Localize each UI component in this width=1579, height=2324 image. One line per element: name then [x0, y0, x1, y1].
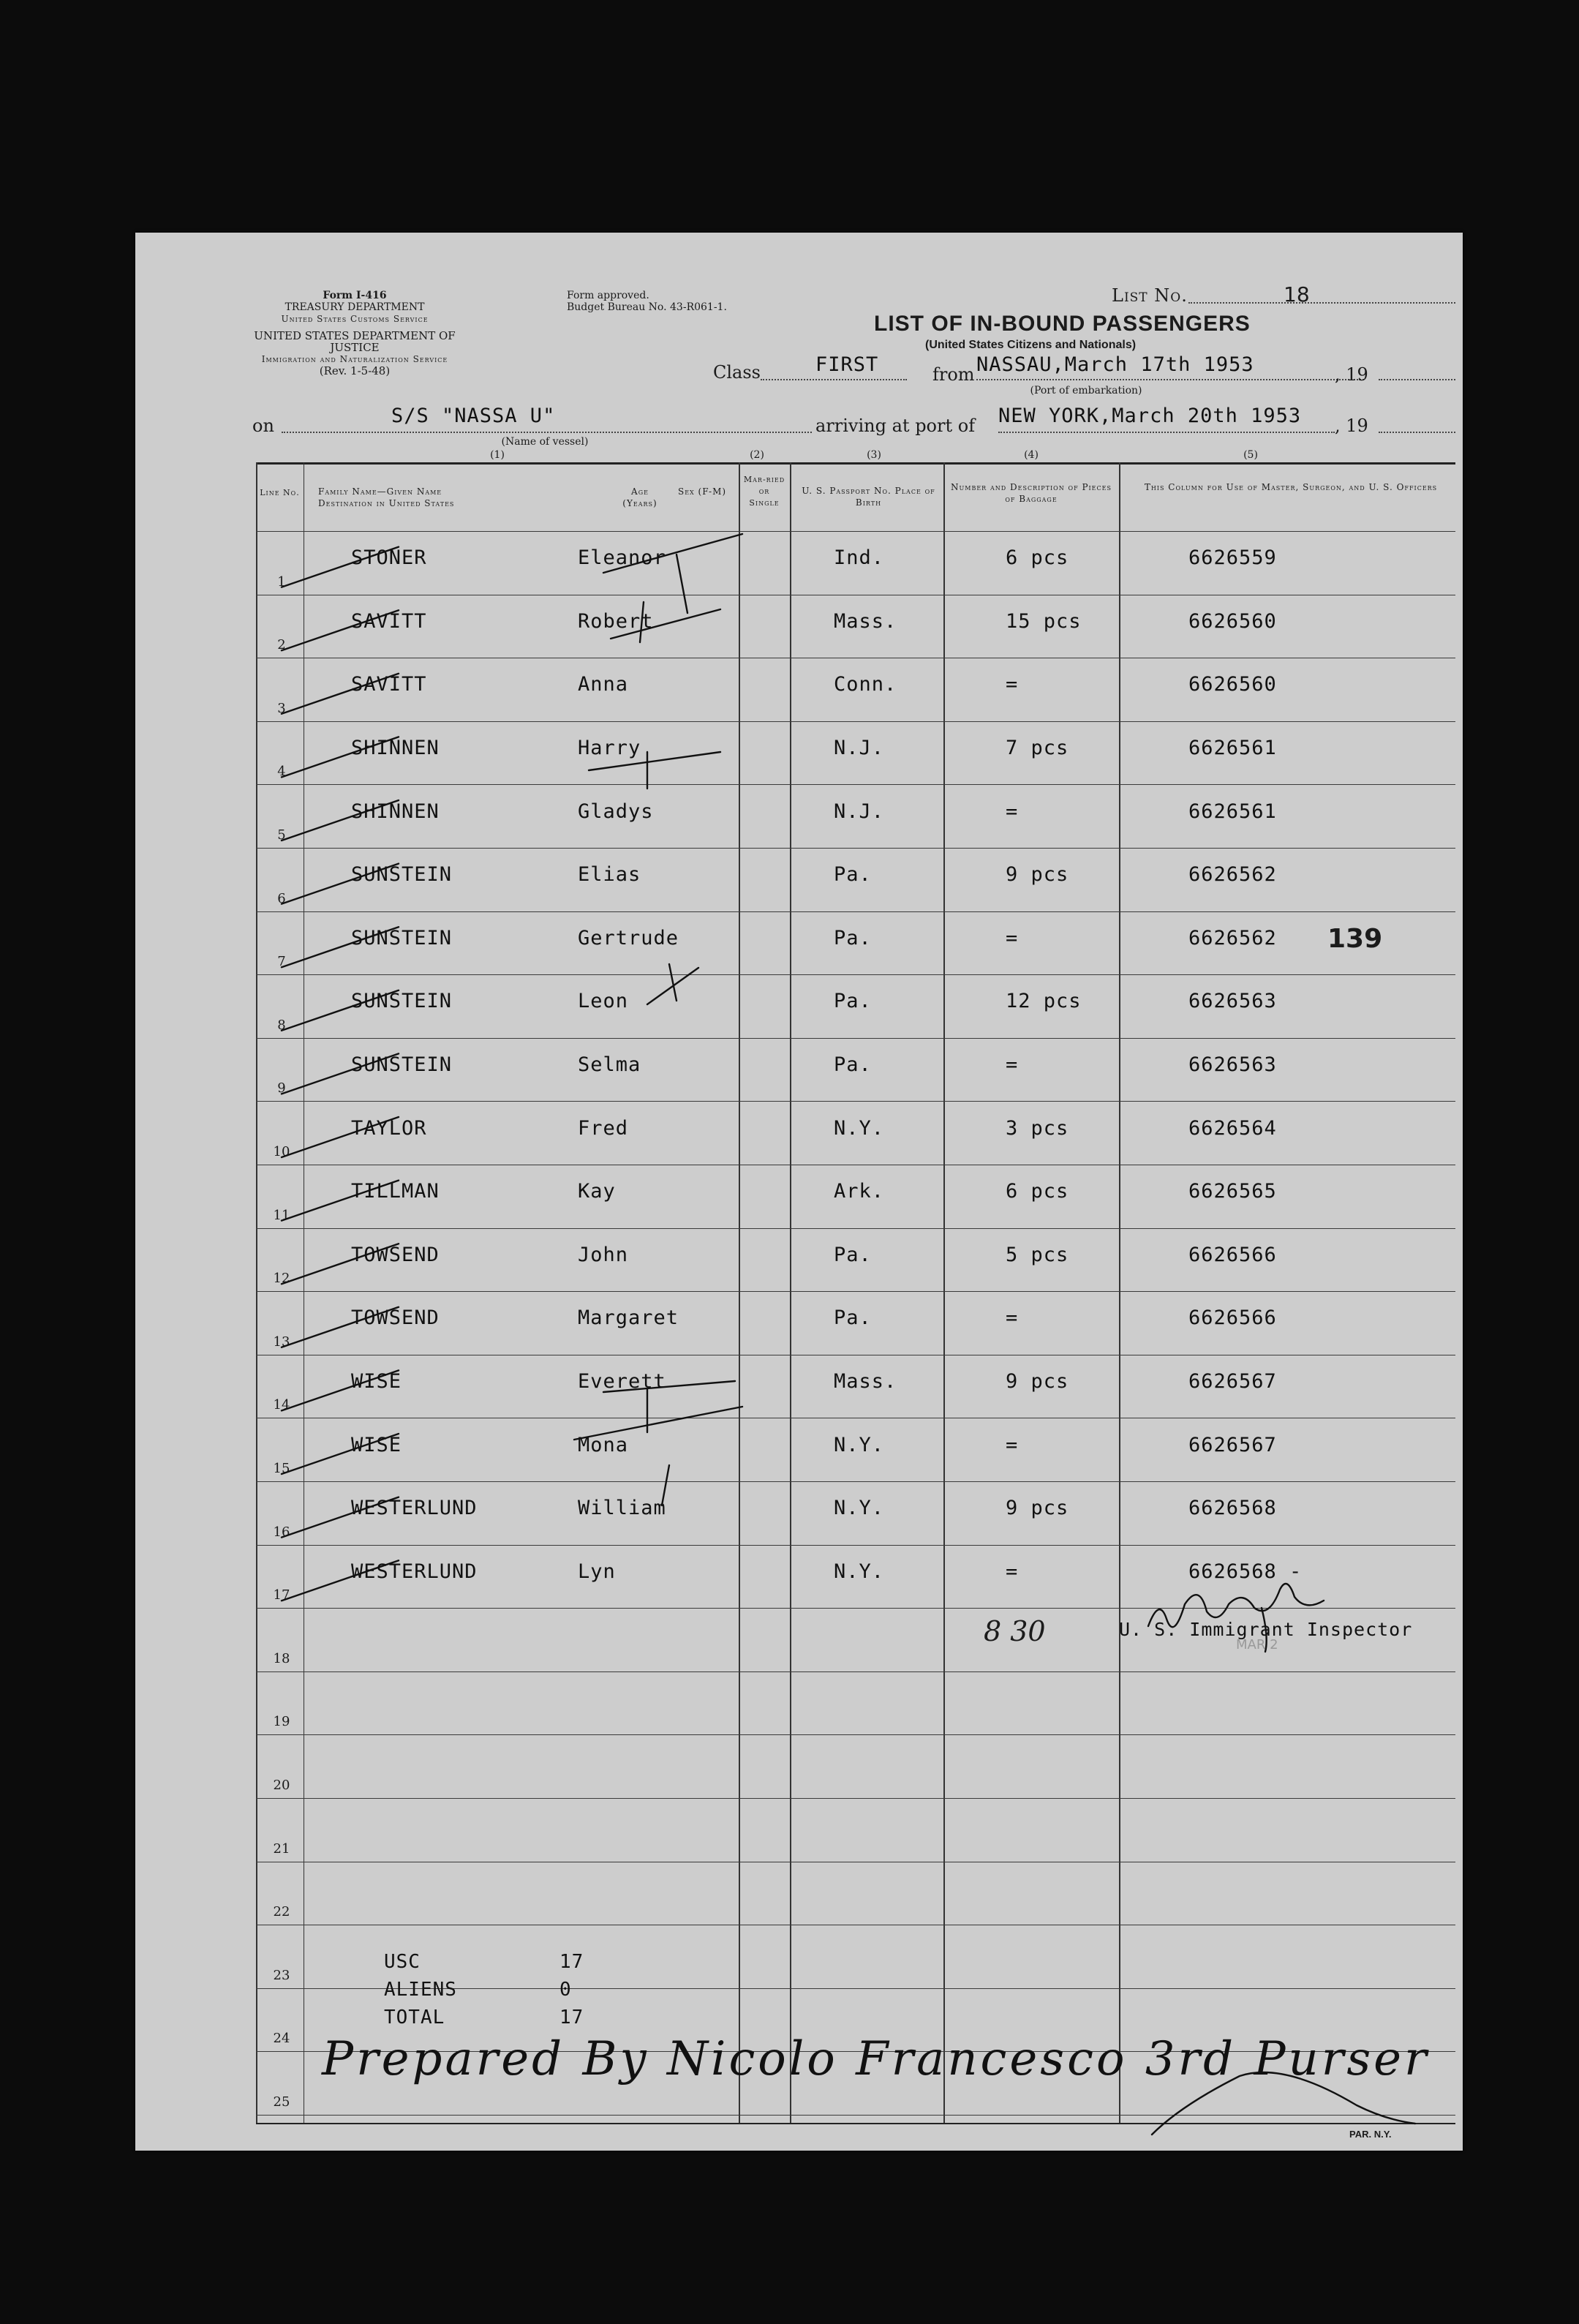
revision-date: (Rev. 1-5-48) — [319, 364, 391, 377]
col-num-5: (5) — [1243, 449, 1258, 461]
col-num-3: (3) — [867, 449, 881, 461]
passport-number: 6626563 — [1188, 1053, 1277, 1077]
given-name: Anna — [578, 673, 629, 696]
baggage: 9 pcs — [1006, 1497, 1069, 1520]
arriving-value: NEW YORK,March 20th 1953 — [998, 405, 1302, 427]
inspector-stamp: MAR 2 — [1236, 1637, 1278, 1652]
baggage: 7 pcs — [1006, 737, 1069, 760]
passport-number: 6626561 — [1188, 800, 1277, 823]
place-of-birth: N.Y. — [834, 1116, 885, 1140]
baggage: = — [1006, 1560, 1019, 1583]
header-sex: Sex (F-M) — [677, 486, 727, 497]
given-name: Leon — [578, 990, 629, 1013]
place-of-birth: Pa. — [834, 1243, 872, 1266]
place-of-birth: N.J. — [834, 737, 885, 760]
total-usc: USC 17 — [384, 1951, 584, 1973]
line-number: 7 — [277, 954, 286, 970]
baggage: = — [1006, 926, 1019, 949]
passenger-manifest-sheet — [135, 233, 1463, 2151]
printer-mark: PAR. N.Y. — [1349, 2129, 1392, 2140]
class-label: Class — [713, 362, 761, 383]
check-mark-icon — [282, 1244, 399, 1284]
baggage: = — [1006, 1053, 1019, 1077]
handwritten-stroke — [589, 752, 720, 770]
margin-page-number: 139 — [1327, 924, 1383, 954]
line-number: 17 — [273, 1587, 290, 1603]
form-title: LIST OF IN-BOUND PASSENGERS — [874, 312, 1251, 336]
passport-number: 6626565 — [1188, 1180, 1277, 1203]
line-number: 16 — [273, 1524, 290, 1540]
family-name: SHINNEN — [351, 800, 440, 823]
treasury-dept: TREASURY DEPARTMENT — [284, 301, 425, 313]
line-number: 21 — [273, 1840, 290, 1857]
passport-number: 6626564 — [1188, 1116, 1277, 1140]
line-number: 15 — [273, 1460, 290, 1476]
header-passport: U. S. Passport No. Place of Birth — [802, 486, 935, 508]
family-name: SAVITT — [351, 609, 427, 633]
header-age: Age (Years) — [622, 486, 657, 508]
inspector-label: U. S. Immigrant Inspector — [1119, 1619, 1413, 1640]
family-name: TOWSEND — [351, 1306, 440, 1330]
family-name: WESTERLUND — [351, 1560, 478, 1583]
passport-number: 6626561 — [1188, 737, 1277, 760]
place-of-birth: Pa. — [834, 863, 872, 887]
family-name: SUNSTEIN — [351, 990, 453, 1013]
line-number: 25 — [273, 2094, 290, 2110]
handwritten-stroke — [677, 554, 687, 613]
header-married: Mar-ried or Single — [743, 475, 785, 508]
check-mark-icon — [282, 1117, 399, 1157]
place-of-birth: Mass. — [834, 609, 897, 633]
place-of-birth: N.Y. — [834, 1433, 885, 1456]
handwritten-stroke — [603, 534, 742, 573]
arriving-year-suffix: , 19 — [1335, 415, 1368, 436]
family-name: SUNSTEIN — [351, 1053, 453, 1077]
passport-number: 6626560 — [1188, 609, 1277, 633]
header-destination: Destination in United States — [318, 498, 455, 508]
passport-number: 6626567 — [1188, 1433, 1277, 1456]
line-number: 24 — [273, 2031, 290, 2047]
line-number: 12 — [273, 1271, 290, 1287]
given-name: Lyn — [578, 1560, 616, 1583]
given-name: Margaret — [578, 1306, 679, 1330]
baggage: = — [1006, 800, 1019, 823]
ins-service: Immigration and Naturalization Service — [261, 354, 448, 364]
line-number: 13 — [273, 1334, 290, 1350]
justice-dept: UNITED STATES DEPARTMENT OF JUSTICE — [254, 329, 456, 354]
check-mark-icon — [282, 927, 399, 967]
baggage: 9 pcs — [1006, 1370, 1069, 1394]
baggage: 3 pcs — [1006, 1116, 1069, 1140]
check-mark-icon — [282, 1181, 399, 1221]
passport-number: 6626559 — [1188, 546, 1277, 570]
given-name: Harry — [578, 737, 641, 760]
baggage: 5 pcs — [1006, 1243, 1069, 1266]
family-name: SUNSTEIN — [351, 863, 453, 887]
on-label: on — [252, 415, 274, 436]
given-name: Fred — [578, 1116, 629, 1140]
handwritten-stroke — [611, 609, 720, 639]
header-officers: This Column for Use of Master, Surgeon, and U. S. Officers — [1144, 482, 1438, 492]
place-of-birth: N.Y. — [834, 1560, 885, 1583]
form-number: Form I-416 — [323, 290, 387, 301]
family-name: STONER — [351, 546, 427, 570]
line-number: 6 — [277, 890, 286, 906]
place-of-birth: Pa. — [834, 926, 872, 949]
handwritten-stroke — [669, 964, 677, 1001]
passport-number: 6626568 — [1188, 1497, 1277, 1520]
check-mark-icon — [282, 1497, 399, 1538]
family-name: TOWSEND — [351, 1243, 440, 1266]
baggage: 6 pcs — [1006, 1180, 1069, 1203]
check-mark-icon — [282, 1560, 399, 1601]
line-number: 19 — [273, 1714, 290, 1730]
given-name: Gertrude — [578, 926, 679, 949]
col-num-4: (4) — [1024, 449, 1039, 461]
list-no-value: 18 — [1284, 282, 1310, 307]
passport-number: 6626562 — [1188, 863, 1277, 887]
inspector-signature-icon — [1148, 1584, 1324, 1652]
family-name: SUNSTEIN — [351, 926, 453, 949]
handwritten-marks — [135, 233, 1463, 2151]
passport-number: 6626562 — [1188, 926, 1277, 949]
port-embark-note: (Port of embarkation) — [1030, 385, 1142, 396]
given-name: Gladys — [578, 800, 654, 823]
check-mark-icon — [282, 547, 399, 587]
class-value: FIRST — [815, 353, 879, 376]
place-of-birth: Ark. — [834, 1180, 885, 1203]
passport-number: 6626567 — [1188, 1370, 1277, 1394]
total-total: TOTAL 17 — [384, 2007, 584, 2028]
given-name: John — [578, 1243, 629, 1266]
form-subtitle: (United States Citizens and Nationals) — [925, 339, 1137, 351]
vessel-name: S/S "NASSA U" — [391, 405, 556, 427]
check-mark-icon — [282, 1434, 399, 1474]
line-number: 10 — [273, 1143, 290, 1159]
check-mark-icon — [282, 800, 399, 841]
check-mark-icon — [282, 1053, 399, 1094]
baggage: 12 pcs — [1006, 990, 1082, 1013]
check-mark-icon — [282, 674, 399, 714]
family-name: TILLMAN — [351, 1180, 440, 1203]
given-name: Everett — [578, 1370, 666, 1394]
check-marks — [282, 534, 742, 1601]
family-name: WISE — [351, 1433, 402, 1456]
check-mark-icon — [282, 864, 399, 904]
given-name: William — [578, 1497, 666, 1520]
passport-number: 6626568 - — [1188, 1560, 1303, 1583]
passport-number: 6626560 — [1188, 673, 1277, 696]
line-number: 4 — [277, 764, 286, 780]
passport-number: 6626563 — [1188, 990, 1277, 1013]
line-number: 1 — [277, 574, 286, 590]
family-name: TAYLOR — [351, 1116, 427, 1140]
given-name: Selma — [578, 1053, 641, 1077]
check-mark-icon — [282, 1370, 399, 1410]
col-num-1: (1) — [490, 449, 505, 461]
place-of-birth: Pa. — [834, 1306, 872, 1330]
handwritten-stroke — [662, 1465, 669, 1505]
baggage: 9 pcs — [1006, 863, 1069, 887]
place-of-birth: Pa. — [834, 1053, 872, 1077]
customs-service: United States Customs Service — [281, 314, 429, 324]
check-mark-icon — [282, 990, 399, 1031]
given-name: Mona — [578, 1433, 629, 1456]
from-year-suffix: , 19 — [1335, 364, 1368, 385]
baggage: = — [1006, 673, 1019, 696]
passport-number: 6626566 — [1188, 1306, 1277, 1330]
header-baggage: Number and Description of Pieces of Baggage — [951, 482, 1112, 504]
handwritten-stroke — [603, 1381, 735, 1392]
check-mark-icon — [282, 1307, 399, 1347]
check-mark-icon — [282, 737, 399, 777]
form-approved: Form approved. — [567, 290, 649, 301]
place-of-birth: N.J. — [834, 800, 885, 823]
line-number: 23 — [273, 1967, 290, 1983]
line-number: 18 — [273, 1650, 290, 1666]
prepared-by-flourish-icon — [1152, 2072, 1415, 2135]
baggage: 15 pcs — [1006, 609, 1082, 633]
line-number: 22 — [273, 1904, 290, 1920]
place-of-birth: N.Y. — [834, 1497, 885, 1520]
family-name: SAVITT — [351, 673, 427, 696]
from-label: from — [932, 364, 975, 385]
handwritten-stroke — [640, 602, 644, 642]
baggage: = — [1006, 1433, 1019, 1456]
place-of-birth: Conn. — [834, 673, 897, 696]
passport-number: 6626566 — [1188, 1243, 1277, 1266]
family-name: SHINNEN — [351, 737, 440, 760]
place-of-birth: Pa. — [834, 990, 872, 1013]
baggage: = — [1006, 1306, 1019, 1330]
list-no-label: List No. — [1112, 285, 1188, 306]
place-of-birth: Ind. — [834, 546, 885, 570]
arriving-label: arriving at port of — [815, 415, 976, 436]
family-name: WESTERLUND — [351, 1497, 478, 1520]
check-mark-icon — [282, 610, 399, 650]
line-number: 2 — [277, 637, 286, 653]
budget-bureau: Budget Bureau No. 43-R061-1. — [567, 301, 727, 313]
place-of-birth: Mass. — [834, 1370, 897, 1394]
line-number: 20 — [273, 1777, 290, 1793]
given-name: Robert — [578, 609, 654, 633]
header-name: Family Name—Given Name Destination in United States — [318, 486, 559, 509]
line-number: 3 — [277, 700, 286, 716]
line-number: 9 — [277, 1080, 286, 1097]
total-aliens: ALIENS 0 — [384, 1979, 572, 2001]
line-number: 11 — [273, 1207, 290, 1223]
line-number: 8 — [277, 1017, 286, 1033]
line-number: 14 — [273, 1397, 290, 1413]
baggage: 6 pcs — [1006, 546, 1069, 570]
handwritten-stroke — [574, 1407, 742, 1440]
family-name: WISE — [351, 1370, 402, 1394]
line-number: 5 — [277, 827, 286, 843]
header-line-no: Line No. — [260, 488, 300, 497]
given-name: Kay — [578, 1180, 616, 1203]
col-num-2: (2) — [750, 449, 764, 461]
prepared-by-signature: Prepared By Nicolo Francesco 3rd Purser — [322, 2032, 1430, 2086]
inspector-time: 8 30 — [984, 1615, 1046, 1647]
given-name: Elias — [578, 863, 641, 887]
vessel-note: (Name of vessel) — [501, 436, 589, 448]
from-value: NASSAU,March 17th 1953 — [976, 353, 1254, 376]
given-name: Eleanor — [578, 546, 666, 570]
